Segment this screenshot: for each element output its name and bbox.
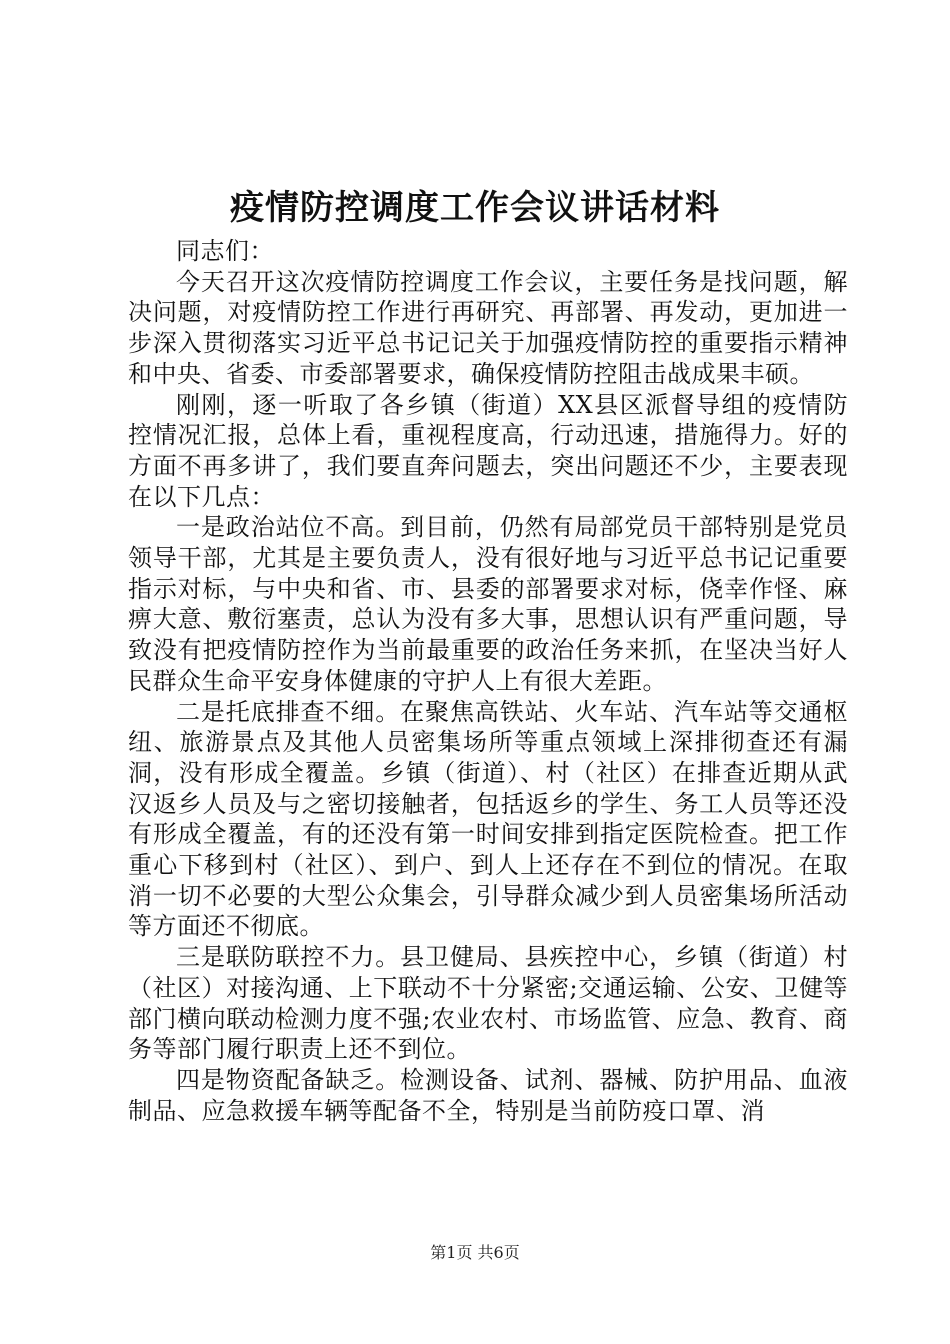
- issue-4-paragraph: 四是物资配备缺乏。检测设备、试剂、器械、防护用品、血液制品、应急救援车辆等配备不全，特别是当前防疫口罩、消: [128, 1065, 848, 1125]
- document-body: [128, 236, 848, 1126]
- intro-paragraph: 今天召开这次疫情防控调度工作会议，主要任务是找问题，解决问题，对疫情防控工作进行再研究、再部署、再发动，更加进一步深入贯彻落实习近平总书记记关于加强疫情防控的重要指示精神和中央、省委、市委部署要求，确保疫情防控阻击战成果丰硕。: [128, 267, 848, 388]
- salutation-paragraph: 同志们：: [176, 237, 274, 265]
- summary-paragraph: 刚刚，逐一听取了各乡镇（街道）XX县区派督导组的疫情防控情况汇报，总体上看，重视程度高，行动迅速，措施得力。好的方面不再多讲了，我们要直奔问题去，突出问题还不少，主要表现在以下几点：: [128, 390, 848, 511]
- document-title: 疫情防控调度工作会议讲话材料: [230, 188, 720, 228]
- issue-1-paragraph: 一是政治站位不高。到目前，仍然有局部党员干部特别是党员领导干部，尤其是主要负责人，没有很好地与习近平总书记记重要指示对标，与中央和省、市、县委的部署要求对标，侥幸作怪、麻痹大意、敷衍塞责，总认为没有多大事，思想认识有严重问题，导致没有把疫情防控作为当前最重要的政治任务来抓，在坚决当好人民群众生命平安身体健康的守护人上有很大差距。: [128, 513, 848, 695]
- issue-2-paragraph: 二是托底排查不细。在聚焦高铁站、火车站、汽车站等交通枢纽、旅游景点及其他人员密集场所等重点领域上深排彻查还有漏洞，没有形成全覆盖。乡镇（街道）、村（社区）在排查近期从武汉返乡人员及与之密切接触者，包括返乡的学生、务工人员等还没有形成全覆盖，有的还没有第一时间安排到指定医院检查。把工作重心下移到村（社区）、到户、到人上还存在不到位的情况。在取消一切不必要的大型公众集会，引导群众减少到人员密集场所活动等方面还不彻底。: [128, 697, 848, 941]
- page-number-footer: 第1页 共6页: [430, 1243, 520, 1262]
- issue-3-paragraph: 三是联防联控不力。县卫健局、县疾控中心，乡镇（街道）村（社区）对接沟通、上下联动不十分紧密;交通运输、公安、卫健等部门横向联动检测力度不强;农业农村、市场监管、应急、教育、商务等部门履行职责上还不到位。: [128, 943, 848, 1064]
